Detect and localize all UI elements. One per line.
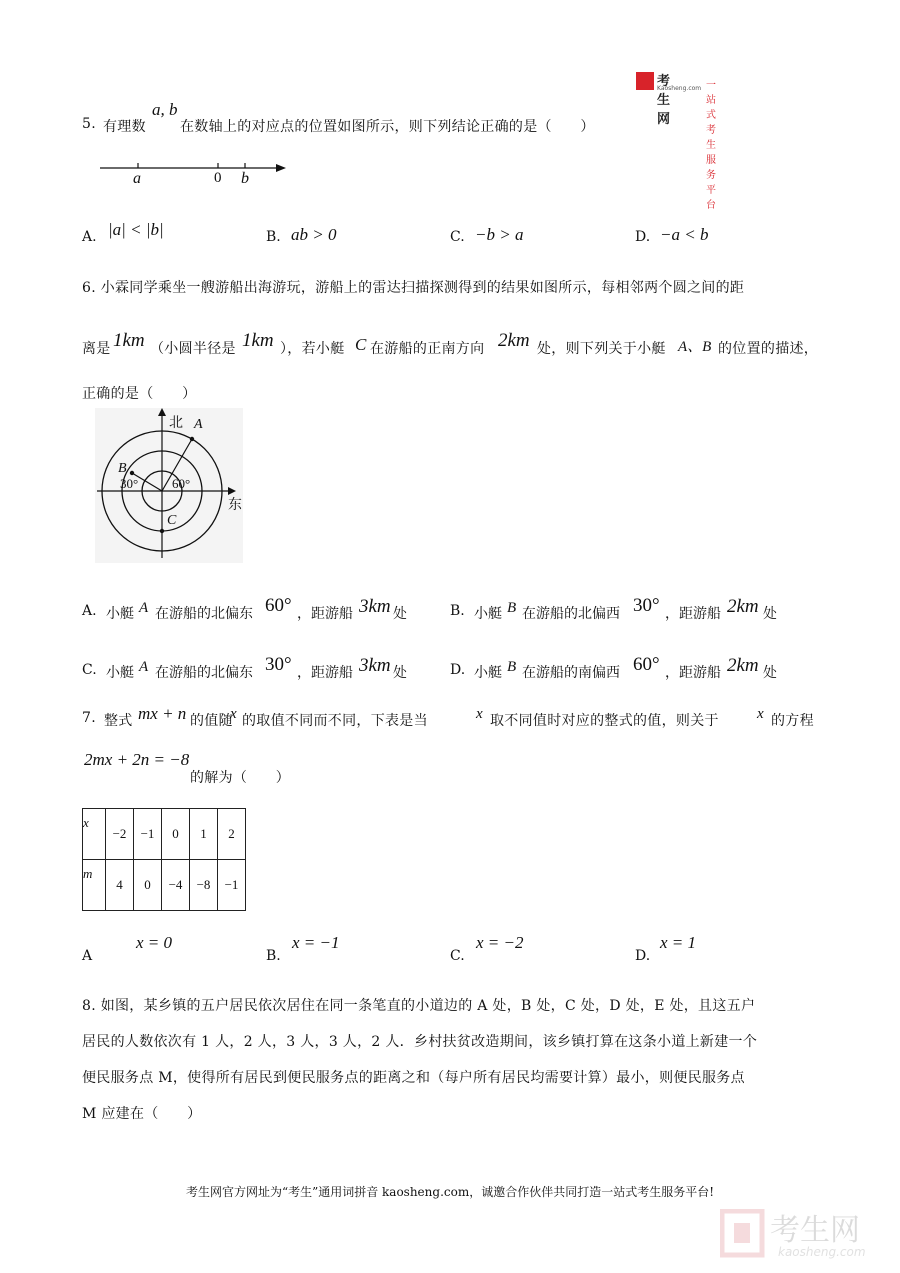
page-footer: 考生网官方网址为“考生”通用词拼音 kaosheng.com，诚邀合作伙伴共同打造一站式考生服务平台! (185, 1185, 715, 1199)
watermark-name: 考生网 (770, 1213, 860, 1248)
q6-option-b-text4[interactable]: 处 (763, 606, 777, 622)
q8-line3: 便民服务点 M，使得所有居民到便民服务点的距离之和（每户所有居民均需要计算）最小，则便民服务点 (82, 1070, 745, 1086)
q7-text-a: 整式 (104, 713, 133, 729)
q6-option-b-label[interactable]: B. (450, 603, 465, 619)
q7-option-c-label[interactable]: C. (450, 948, 465, 964)
q6-option-b-text1[interactable]: 小艇 (474, 606, 502, 622)
q7-x2: x (476, 706, 483, 722)
logo-mark-icon (636, 72, 654, 90)
q7-number: 7. (82, 710, 96, 726)
q5-option-a[interactable]: |a| < |b| (108, 220, 164, 239)
q6-option-d-point[interactable]: B (507, 659, 517, 675)
q5-option-d[interactable]: −a < b (660, 225, 709, 244)
q5-text-post: 在数轴上的对应点的位置如图所示，则下列结论正确的是（ ） (180, 119, 595, 135)
q7-x3: x (757, 706, 764, 722)
q6-line2-a: 离是 (82, 341, 111, 357)
q6-option-a-distance[interactable]: 3km (359, 596, 391, 617)
q6-option-a-label[interactable]: A. (82, 603, 97, 619)
q7-text-c: 的取值不同而不同，下表是当 (242, 713, 428, 729)
q7-expr: mx + n (138, 704, 187, 723)
q6-option-a-text1[interactable]: 小艇 (106, 606, 134, 622)
table-row (83, 860, 246, 911)
table-cell: −1 (134, 809, 162, 860)
q6-option-c-angle[interactable]: 30° (265, 654, 292, 675)
q5-option-d-label[interactable]: D. (635, 229, 651, 245)
q7-text-e: 的方程 (771, 713, 814, 729)
q6-option-d-label[interactable]: D. (450, 662, 466, 678)
q6-option-c-text2[interactable]: 在游船的北偏东 (155, 665, 253, 681)
q5-option-b-label[interactable]: B. (266, 229, 281, 245)
table-cell: −2 (106, 809, 134, 860)
table-cell: −8 (190, 860, 218, 911)
q6-line2-km1: 1km (113, 330, 145, 351)
q6-option-c-distance[interactable]: 3km (359, 655, 391, 676)
q5-number: 5. (82, 116, 96, 132)
q6-line2-e: 处，则下列关于小艇 (537, 341, 666, 357)
q5-number-line (96, 160, 296, 195)
q6-option-c-text4[interactable]: 处 (393, 665, 407, 681)
q7-x1: x (230, 706, 237, 722)
q6-option-b-distance[interactable]: 2km (727, 596, 759, 617)
q6-line2-km2: 1km (242, 330, 274, 351)
q7-value-table (82, 808, 246, 911)
q6-line2-b: （小圆半径是 (150, 341, 236, 357)
q5-axis-label-b: b (241, 170, 249, 187)
q6-radar-north-label: 北 (169, 415, 183, 431)
q6-option-d-text4[interactable]: 处 (763, 665, 777, 681)
q6-radar-point-a: A (194, 417, 203, 432)
table-cell: −1 (218, 860, 246, 911)
q6-option-d-text3[interactable]: ，距游船 (665, 665, 721, 681)
q6-radar-east-label: 东 (228, 497, 242, 513)
q6-line2-f: 的位置的描述， (718, 341, 819, 357)
q7-equation-text: 2mx + 2n = −8 (84, 750, 190, 769)
watermark-domain: kaosheng.com (778, 1245, 866, 1259)
q6-option-d-distance[interactable]: 2km (727, 655, 759, 676)
table-cell: x (83, 809, 106, 860)
q6-option-a-text4[interactable]: 处 (393, 606, 407, 622)
q6-line2-AB: A、B (678, 339, 712, 355)
q6-line2-C: C (355, 335, 367, 354)
q7-option-d[interactable]: x = 1 (660, 933, 697, 952)
q6-radar-angle-30: 30° (120, 476, 139, 491)
table-cell: −4 (162, 860, 190, 911)
q6-option-a-point[interactable]: A (139, 600, 149, 616)
q6-option-a-text3[interactable]: ，距游船 (297, 606, 353, 622)
q5-axis-label-a: a (133, 170, 141, 187)
q6-radar-angle-60: 60° (172, 476, 191, 491)
q6-radar-point-c: C (167, 513, 177, 528)
table-cell: 4 (106, 860, 134, 911)
q5-axis-label-zero: 0 (214, 170, 222, 186)
q6-line2-km3: 2km (498, 330, 530, 351)
q6-option-c-text1[interactable]: 小艇 (106, 665, 134, 681)
table-cell: m (83, 860, 106, 911)
q6-line1: 6. 小霖同学乘坐一艘游船出海游玩，游船上的雷达扫描探测得到的结果如图所示，每相邻两个圆之间的距 (82, 280, 745, 296)
q7-option-d-label[interactable]: D. (635, 948, 651, 964)
q6-option-d-text1[interactable]: 小艇 (474, 665, 502, 681)
q7-equation (84, 750, 189, 770)
q5-option-c-label[interactable]: C. (450, 229, 465, 245)
logo-domain: Kaosheng.com (657, 85, 702, 92)
q7-option-a[interactable]: x = 0 (136, 933, 173, 952)
q7-option-b[interactable]: x = −1 (292, 933, 340, 952)
q7-text-b: 的值随 (190, 713, 233, 729)
q6-option-b-text3[interactable]: ，距游船 (665, 606, 721, 622)
table-cell: 1 (190, 809, 218, 860)
watermark-logo-icon (720, 1209, 766, 1259)
q7-option-b-label[interactable]: B. (266, 948, 281, 964)
q6-option-a-angle[interactable]: 60° (265, 595, 292, 616)
q7-text-d: 取不同值时对应的整式的值，则关于 (490, 713, 719, 729)
q7-text-f: 的解为（ ） (190, 770, 291, 786)
q6-line2-c: ），若小艇 (280, 341, 345, 357)
q6-option-b-point[interactable]: B (507, 600, 517, 616)
logo-slogan: 一站式考生服务平台 (706, 80, 716, 211)
q6-option-b-angle[interactable]: 30° (633, 595, 660, 616)
q8-line4: M 应建在（ ） (82, 1106, 202, 1122)
table-cell: 0 (162, 809, 190, 860)
q8-line2: 居民的人数依次有 1 人，2 人，3 人，3 人，2 人．乡村扶贫改造期间，该乡镇打算在这条小道上新建一个 (82, 1034, 758, 1050)
table-cell: 2 (218, 809, 246, 860)
q7-option-c[interactable]: x = −2 (476, 933, 524, 952)
q6-line2-d: 在游船的正南方向 (370, 341, 485, 357)
q6-radar-point-b: B (118, 461, 127, 476)
q6-option-c-label[interactable]: C. (82, 662, 97, 678)
watermark (720, 1205, 890, 1265)
q6-option-b-text2[interactable]: 在游船的北偏西 (522, 606, 620, 622)
q5-option-b[interactable]: ab > 0 (291, 225, 337, 244)
table-row (83, 809, 246, 860)
table-cell: 0 (134, 860, 162, 911)
q5-option-c[interactable]: −b > a (475, 225, 524, 244)
q6-option-a-text2[interactable]: 在游船的北偏东 (155, 606, 253, 622)
q6-option-d-text2[interactable]: 在游船的南偏西 (522, 665, 620, 681)
q7-option-a-label[interactable]: A (82, 948, 93, 964)
q5-text-pre: 有理数 (103, 119, 146, 135)
q6-option-c-text3[interactable]: ，距游船 (297, 665, 353, 681)
q5-option-a-label[interactable]: A. (82, 229, 97, 245)
q6-option-c-point[interactable]: A (139, 659, 149, 675)
q8-line1: 8. 如图，某乡镇的五户居民依次居住在同一条笔直的小道边的 A 处，B 处，C 处，D 处，E 处，且这五户 (82, 998, 756, 1014)
q6-line3: 正确的是（ ） (82, 386, 197, 402)
q6-option-d-angle[interactable]: 60° (633, 654, 660, 675)
logo-name: 考生网 (657, 74, 671, 127)
q5-vars: a, b (152, 100, 178, 119)
